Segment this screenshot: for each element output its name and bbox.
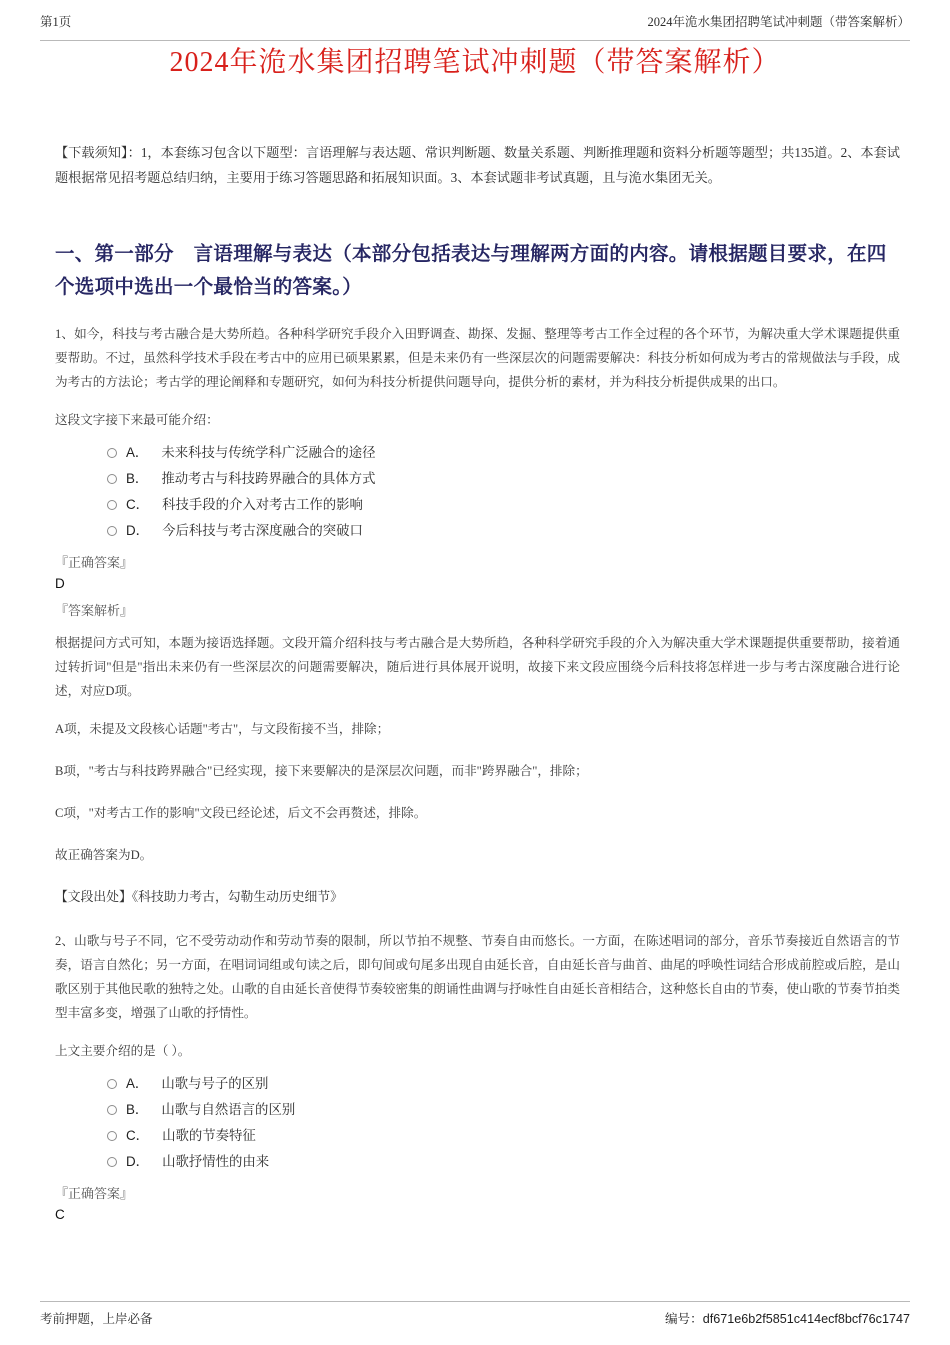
option-analysis-a: A项，未提及文段核心话题"考古"，与文段衔接不当，排除；: [55, 722, 390, 736]
option-label: 推动考古与科技跨界融合的具体方式: [161, 471, 376, 486]
option-analysis-c: C项，"对考古工作的影响"文段已经论述，后文不会再赘述，排除。: [55, 806, 427, 820]
correct-answer-label: 『正确答案』: [55, 555, 134, 570]
radio-button-icon[interactable]: [107, 1157, 117, 1167]
option-d[interactable]: [107, 518, 900, 544]
running-title: 2024年洈水集团招聘笔试冲刺题（带答案解析）: [647, 15, 910, 29]
option-d[interactable]: [107, 1149, 900, 1175]
page-number-label: 第1页: [40, 15, 72, 29]
option-label: 山歌的节奏特征: [162, 1128, 256, 1143]
correct-answer-value: D: [55, 576, 65, 591]
option-letter: A．: [126, 445, 149, 460]
option-a[interactable]: [107, 1071, 900, 1097]
radio-button-icon[interactable]: [107, 526, 117, 536]
conclusion-line: 故正确答案为D。: [55, 848, 153, 862]
radio-button-icon[interactable]: [107, 1131, 117, 1141]
option-letter: C．: [126, 1128, 150, 1143]
option-a[interactable]: [107, 440, 900, 466]
correct-answer-value: C: [55, 1207, 65, 1222]
radio-button-icon[interactable]: [107, 500, 117, 510]
question-stem: 这段文字接下来最可能介绍：: [55, 413, 219, 427]
option-label: 山歌抒情性的由来: [162, 1154, 270, 1169]
option-list: [55, 440, 900, 544]
option-label: 今后科技与考古深度融合的突破口: [162, 523, 363, 538]
document-body: [55, 140, 900, 1229]
question-block: [55, 929, 900, 1225]
option-b[interactable]: [107, 466, 900, 492]
option-c[interactable]: [107, 492, 900, 518]
question-passage: 1、如今，科技与考古融合是大势所趋。各种科学研究手段介入田野调查、勘探、发掘、整理等考古工作全过程的各个环节，为解决重大学术课题提供重要帮助。不过，虽然科学技术手段在考古中的应用已硕果累累，但是未来仍有一些深层次的问题需要解决：科技分析如何成为考古的常规做法与手段，成为考古的方法论；考古学的理论阐释和专题研究，如何为科技分析提供问题导向，提供分析的素材，并为科技分析提供成果的出口。: [55, 327, 900, 389]
option-letter: B．: [126, 471, 149, 486]
footer-code-value: df671e6b2f5851c414ecf8bcf76c1747: [702, 1312, 910, 1326]
option-letter: D．: [126, 1154, 150, 1169]
question-block: [55, 322, 900, 909]
footer-slogan: 考前押题，上岸必备: [40, 1312, 153, 1326]
option-letter: C．: [126, 497, 150, 512]
download-notice: 【下载须知】：1，本套练习包含以下题型：言语理解与表达题、常识判断题、数量关系题、判断推理题和资料分析题等题型；共135道。2、本套试题根据常见招考题总结归纳，主要用于练习答题思路和拓展知识面。3、本套试题非考试真题，且与洈水集团无关。: [55, 145, 900, 185]
option-letter: D．: [126, 523, 150, 538]
option-letter: B．: [126, 1102, 149, 1117]
option-label: 山歌与号子的区别: [161, 1076, 269, 1091]
answer-analysis-text: 根据提问方式可知，本题为接语选择题。文段开篇介绍科技与考古融合是大势所趋，各种科学研究手段的介入为解决重大学术课题提供重要帮助，接着通过转折词"但是"指出未来仍有一些深层次的问题需要解决，随后进行具体展开说明，故接下来文段应围绕今后科技将怎样进一步与考古深度融合进行论述，对应D项。: [55, 636, 900, 698]
footer-code: [665, 1308, 910, 1327]
question-stem: 上文主要介绍的是（ ）。: [55, 1044, 191, 1058]
option-c[interactable]: [107, 1123, 900, 1149]
option-label: 科技手段的介入对考古工作的影响: [162, 497, 363, 512]
option-analysis-b: B项，"考古与科技跨界融合"已经实现，接下来要解决的是深层次问题，而非"跨界融合"，排除；: [55, 764, 588, 778]
page-header: [40, 14, 910, 41]
radio-button-icon[interactable]: [107, 1079, 117, 1089]
passage-source: 【文段出处】《科技助力考古，勾勒生动历史细节》: [55, 890, 343, 904]
correct-answer-label: 『正确答案』: [55, 1186, 134, 1201]
option-label: 未来科技与传统学科广泛融合的途径: [161, 445, 376, 460]
option-list: [55, 1071, 900, 1175]
footer-code-label: 编号：: [664, 1312, 703, 1326]
option-b[interactable]: [107, 1097, 900, 1123]
option-letter: A．: [126, 1076, 149, 1091]
option-label: 山歌与自然语言的区别: [161, 1102, 296, 1117]
radio-button-icon[interactable]: [107, 448, 117, 458]
radio-button-icon[interactable]: [107, 474, 117, 484]
section-heading: 一、第一部分 言语理解与表达（本部分包括表达与理解两方面的内容。请根据题目要求，在四个选项中选出一个最恰当的答案。）: [55, 244, 887, 298]
radio-button-icon[interactable]: [107, 1105, 117, 1115]
answer-analysis-label: 『答案解析』: [55, 603, 134, 618]
document-title: 2024年洈水集团招聘笔试冲刺题（带答案解析）: [169, 47, 781, 78]
page-footer: [40, 1301, 910, 1327]
question-passage: 2、山歌与号子不同，它不受劳动动作和劳动节奏的限制，所以节拍不规整、节奏自由而悠长。一方面，在陈述唱词的部分，音乐节奏接近自然语言的节奏，语言自然化；另一方面，在唱词词组或句读之后，即句间或句尾多出现自由延长音，自由延长音与曲首、曲尾的呼唤性词结合形成前腔或后腔，是山歌区别于其他民歌的独特之处。山歌的自由延长音使得节奏较密集的朗诵性曲调与抒咏性自由延长音相结合，这种悠长自由的节奏，使山歌的节奏节拍类型丰富多变，增强了山歌的抒情性。: [55, 934, 900, 1020]
